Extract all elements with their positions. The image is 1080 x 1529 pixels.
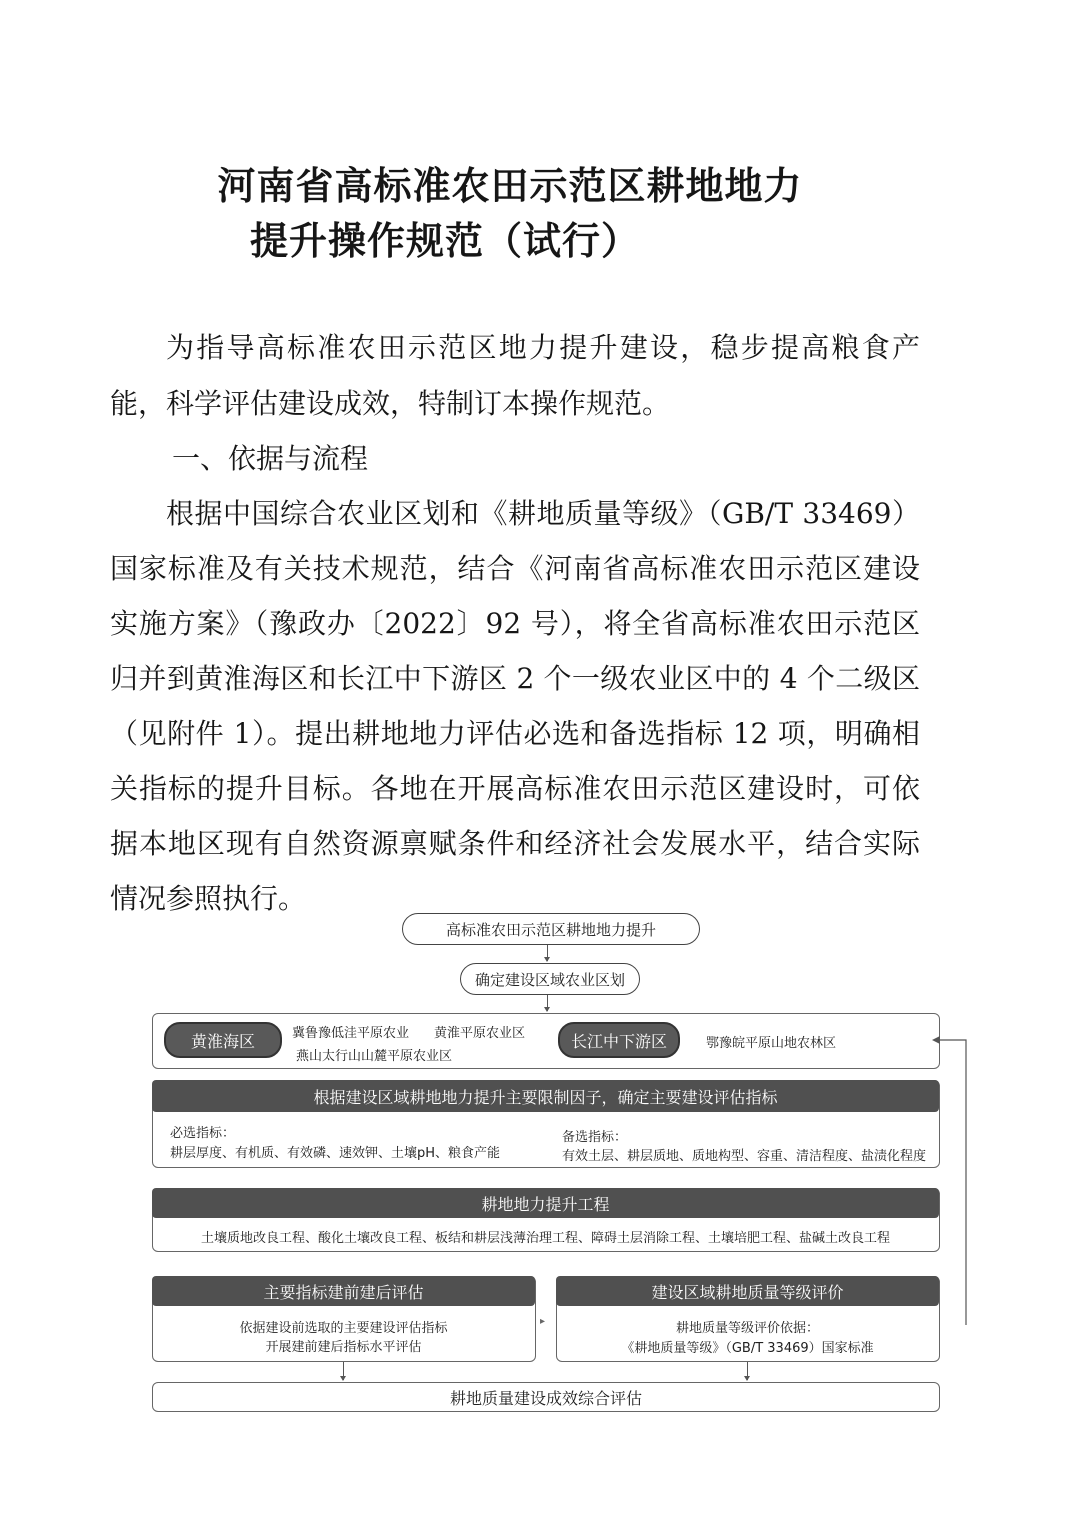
region-changjiang-pill: 长江中下游区 xyxy=(558,1022,680,1058)
intro-line-2: 能，科学评估建设成效，特制订本操作规范。 xyxy=(110,387,671,420)
arrow-down xyxy=(547,995,548,1011)
engineering-header: 耕地地力提升工程 xyxy=(152,1188,939,1218)
region-sub-3: 燕山太行山山麓平原农业区 xyxy=(296,1049,453,1064)
region-sub-1: 冀鲁豫低洼平原农业 xyxy=(292,1026,410,1041)
flow-top-node: 高标准农田示范区耕地地力提升 xyxy=(402,913,700,945)
required-label: 必选指标： xyxy=(170,1126,236,1141)
body-line-6: 关指标的提升目标。各地在开展高标准农田示范区建设时，可依 xyxy=(110,772,920,805)
document-title-line-2: 提升操作规范（试行） xyxy=(249,219,640,263)
final-evaluation-box: 耕地质量建设成效综合评估 xyxy=(152,1382,940,1412)
body-line-3: 实施方案》（豫政办〔2022〕92 号），将全省高标准农田示范区 xyxy=(110,607,920,640)
body-line-1: 根据中国综合农业区划和《耕地质量等级》（GB/T 33469） xyxy=(166,497,920,530)
region-sub-2: 黄淮平原农业区 xyxy=(434,1026,526,1041)
eval-left-line-1: 依据建设前选取的主要建设评估指标 xyxy=(239,1321,448,1336)
eval-right-line-2: 《耕地质量等级》（GB/T 33469）国家标准 xyxy=(621,1341,874,1356)
body-line-8: 情况参照执行。 xyxy=(110,882,307,915)
required-items: 耕层厚度、有机质、有效磷、速效钾、土壤pH、粮食产能 xyxy=(170,1146,501,1161)
section-heading-text: 一、依据与流程 xyxy=(172,442,369,475)
eval-left-line-2: 开展建前建后指标水平评估 xyxy=(265,1340,422,1355)
connector-arrow: ▸ xyxy=(540,1316,546,1327)
eval-right-header: 建设区域耕地质量等级评价 xyxy=(556,1276,939,1306)
engineering-items: 土壤质地改良工程、酸化土壤改良工程、板结和耕层浅薄治理工程、障碍土层消除工程、土壤培肥工程、盐碱土改良工程 xyxy=(200,1231,890,1246)
flow-zoning-node: 确定建设区域农业区划 xyxy=(460,963,640,995)
optional-label: 备选指标： xyxy=(562,1130,628,1145)
feedback-loop-line xyxy=(930,1030,980,1330)
region-sub-4: 鄂豫皖平原山地农林区 xyxy=(706,1036,837,1051)
eval-right-line-1: 耕地质量等级评价依据： xyxy=(675,1321,819,1336)
body-line-5: （见附件 1）。提出耕地地力评估必选和备选指标 12 项，明确相 xyxy=(110,717,920,750)
region-huanghuaihai-pill: 黄淮海区 xyxy=(164,1022,282,1058)
eval-left-header: 主要指标建前建后评估 xyxy=(152,1276,535,1306)
body-line-7: 据本地区现有自然资源禀赋条件和经济社会发展水平，结合实际 xyxy=(110,827,920,860)
indicators-header: 根据建设区域耕地地力提升主要限制因子，确定主要建设评估指标 xyxy=(152,1080,939,1112)
intro-line-1: 为指导高标准农田示范区地力提升建设，稳步提高粮食产 xyxy=(166,331,920,364)
body-line-2: 国家标准及有关技术规范，结合《河南省高标准农田示范区建设 xyxy=(110,552,920,585)
document-title-line-1: 河南省高标准农田示范区耕地地力 xyxy=(217,164,803,208)
body-line-4: 归并到黄淮海区和长江中下游区 2 个一级农业区中的 4 个二级区 xyxy=(110,662,920,695)
arrow-down xyxy=(547,945,548,961)
optional-items: 有效土层、耕层质地、质地构型、容重、清洁程度、盐渍化程度 xyxy=(562,1149,927,1164)
arrow-down xyxy=(747,1362,748,1380)
arrow-down xyxy=(343,1362,344,1380)
